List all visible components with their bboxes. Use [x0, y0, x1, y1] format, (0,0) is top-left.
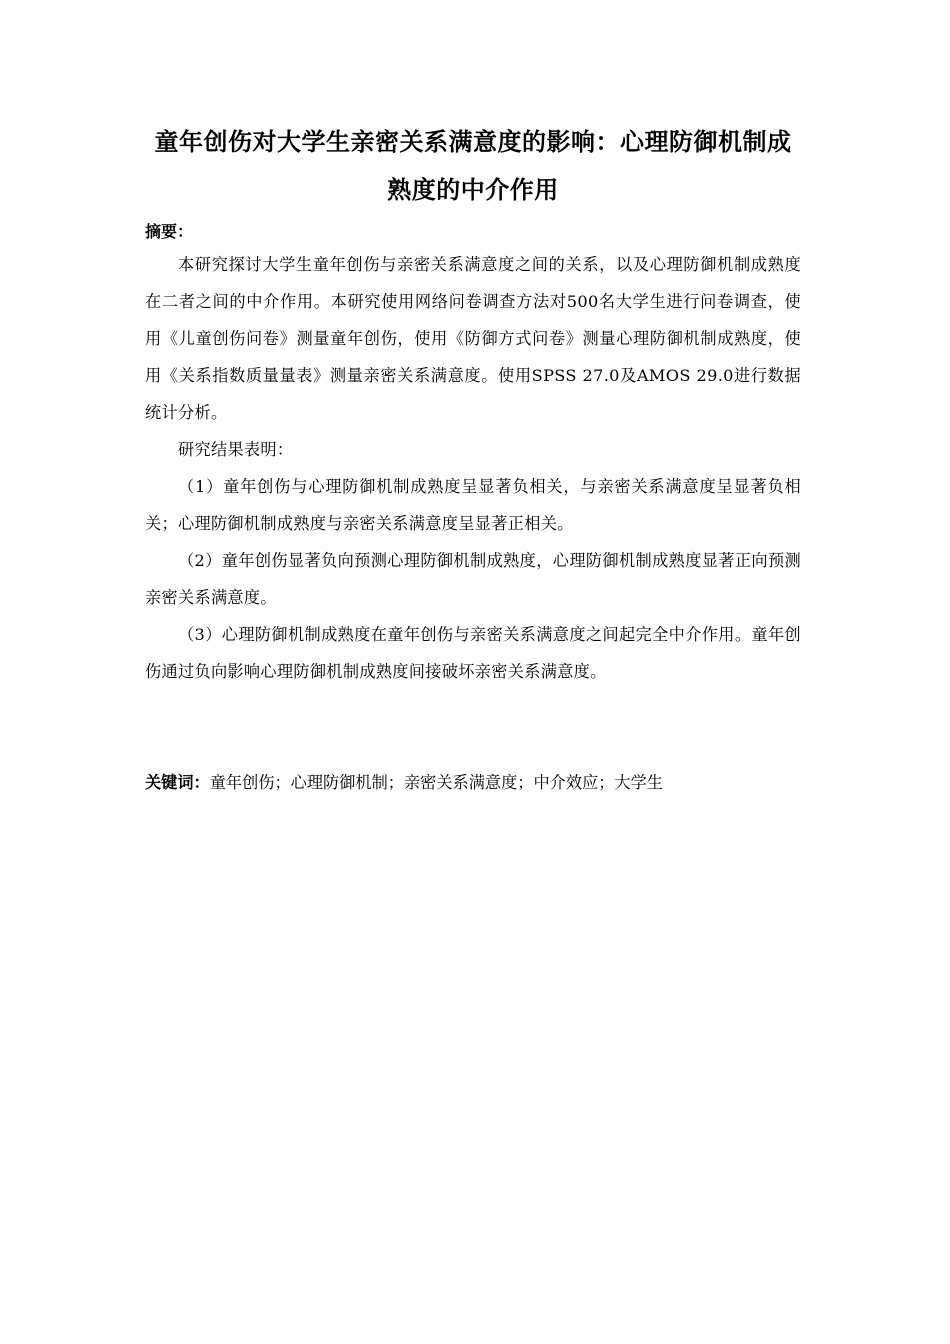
result-item-1: （1）童年创伤与心理防御机制成熟度呈显著负相关，与亲密关系满意度呈显著负相关；心理防御机制成熟度与亲密关系满意度呈显著正相关。 [145, 477, 801, 533]
abstract-body [145, 246, 801, 690]
keywords-line [145, 768, 801, 798]
paper-title: 童年创伤对大学生亲密关系满意度的影响：心理防御机制成熟度的中介作用 [154, 128, 792, 204]
result-item-3: （3）心理防御机制成熟度在童年创伤与亲密关系满意度之间起完全中介作用。童年创伤通过负向影响心理防御机制成熟度间接破坏亲密关系满意度。 [145, 625, 801, 681]
abstract-label: 摘要： [145, 222, 194, 241]
keywords-list: 童年创伤；心理防御机制；亲密关系满意度；中介效应；大学生 [209, 773, 663, 792]
abstract-paragraph: 本研究探讨大学生童年创伤与亲密关系满意度之间的关系，以及心理防御机制成熟度在二者之间的中介作用。本研究使用网络问卷调查方法对500名大学生进行问卷调查，使用《儿童创伤问卷》测量童年创伤，使用《防御方式问卷》测量心理防御机制成熟度，使用《关系指数质量量表》测量亲密关系满意度。使用SPSS 27.0及AMOS 29.0进行数据统计分析。 [145, 255, 801, 422]
results-intro: 研究结果表明： [178, 440, 294, 459]
keywords-label: 关键词： [145, 773, 210, 792]
document-page [145, 118, 801, 798]
result-item-2: （2）童年创伤显著负向预测心理防御机制成熟度，心理防御机制成熟度显著正向预测亲密关系满意度。 [145, 551, 801, 607]
